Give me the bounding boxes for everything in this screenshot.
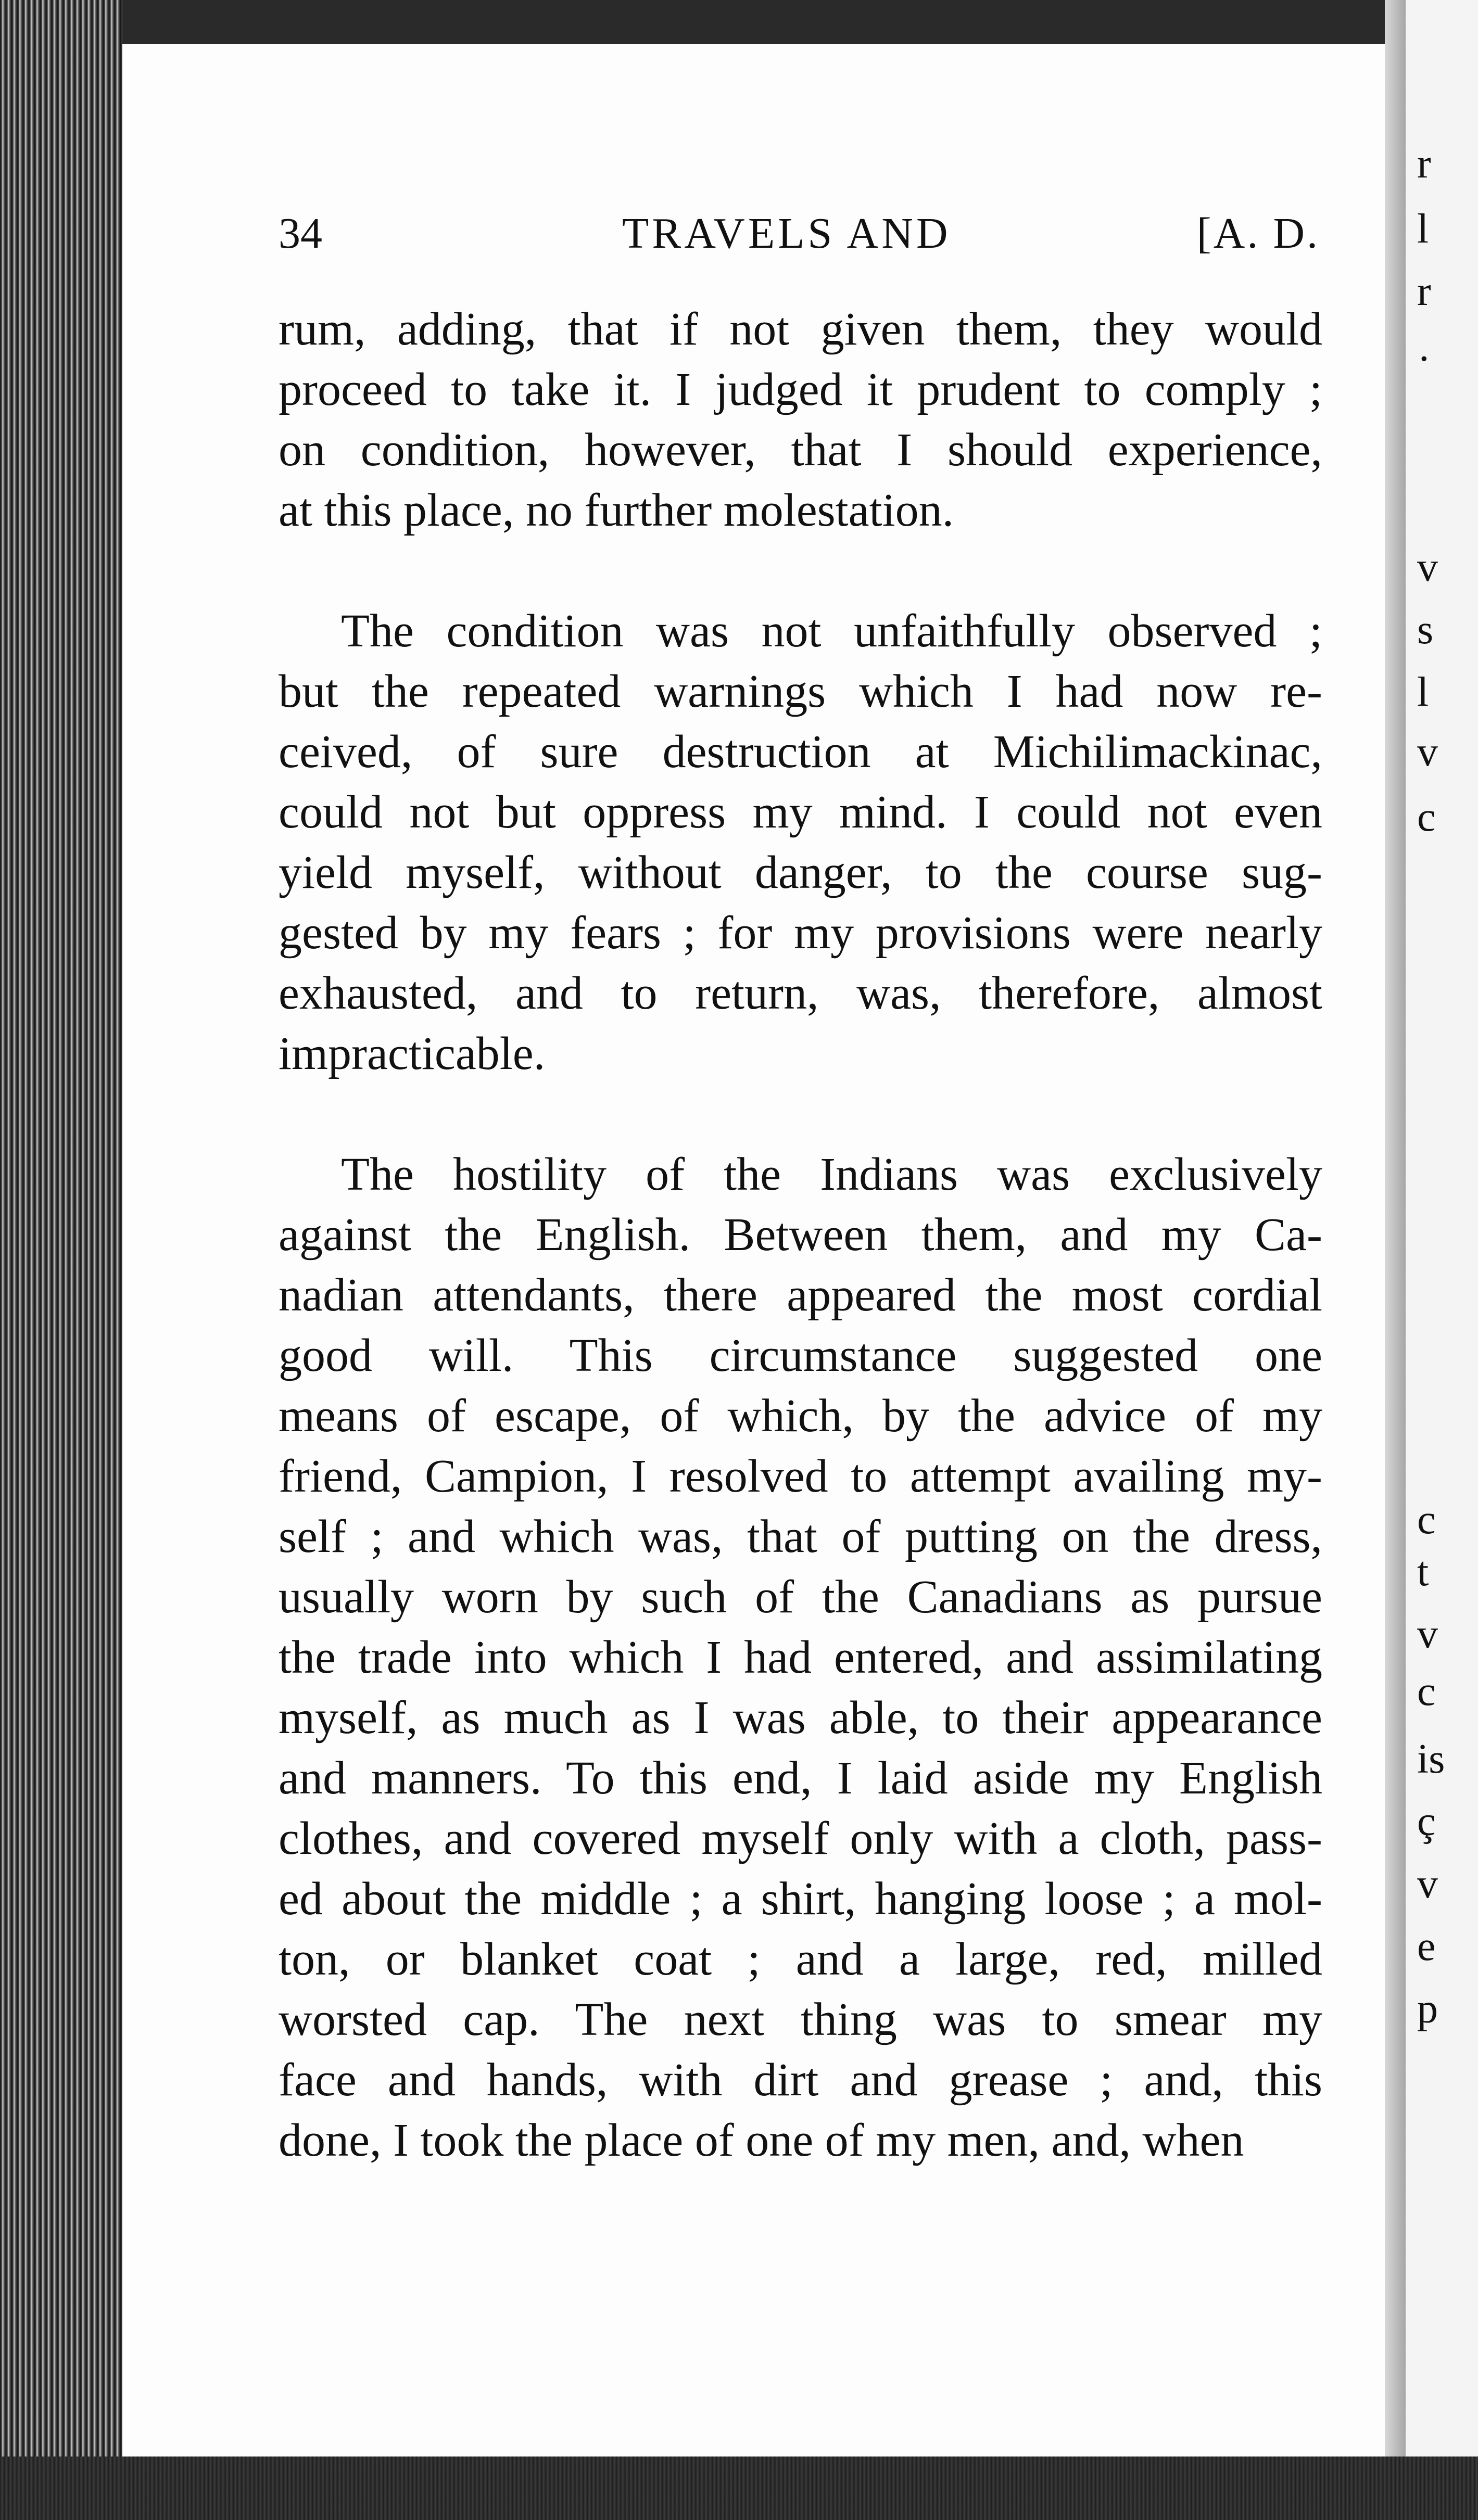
paragraph — [279, 1144, 1322, 2171]
running-title: TRAVELS AND — [622, 209, 951, 258]
text-line: clothes, and covered myself only with a cloth, pass- — [279, 1813, 1322, 1864]
paragraph — [279, 601, 1322, 1084]
adjacent-page-fragment: c — [1417, 1497, 1436, 1543]
adjacent-page-fragment: e — [1417, 1924, 1436, 1969]
text-line: ceived, of sure destruction at Michilimackinac, — [279, 726, 1322, 778]
text-line: and manners. To this end, I laid aside my English — [279, 1752, 1322, 1804]
text-line: exhausted, and to return, was, therefore, almost — [279, 968, 1322, 1019]
adjacent-page-fragment: v — [1417, 729, 1438, 775]
text-line: yield myself, without danger, to the course sug- — [279, 847, 1322, 898]
paragraph — [279, 299, 1322, 541]
text-line: done, I took the place of one of my men, and, when — [279, 2115, 1244, 2166]
running-date: [A. D. — [1196, 209, 1320, 258]
text-line: self ; and which was, that of putting on the dress, — [279, 1511, 1322, 1562]
adjacent-page-edge — [1406, 0, 1478, 2520]
text-line: the trade into which I had entered, and assimilating — [279, 1632, 1322, 1683]
text-line: could not but oppress my mind. I could not even — [279, 786, 1322, 838]
text-line: means of escape, of which, by the advice of my — [279, 1390, 1322, 1442]
text-line: proceed to take it. I judged it prudent to comply ; — [279, 364, 1322, 415]
text-line: on condition, however, that I should experience, — [279, 424, 1322, 476]
adjacent-page-fragment: r — [1417, 141, 1431, 187]
adjacent-page-fragment: c — [1417, 794, 1436, 840]
adjacent-page-fragment: v — [1417, 544, 1438, 590]
text-line: The hostility of the Indians was exclusively — [341, 1149, 1322, 1200]
adjacent-page-fragment: v — [1417, 1611, 1438, 1657]
text-line: against the English. Between them, and my Ca- — [279, 1209, 1322, 1261]
text-line: at this place, no further molestation. — [279, 485, 954, 536]
text-line: ton, or blanket coat ; and a large, red, milled — [279, 1933, 1322, 1985]
text-line: friend, Campion, I resolved to attempt availing my- — [279, 1450, 1322, 1502]
running-header — [279, 208, 1320, 265]
text-line: The condition was not unfaithfully observed ; — [341, 605, 1322, 657]
text-line: ed about the middle ; a shirt, hanging loose ; a mol- — [279, 1873, 1322, 1925]
adjacent-page-fragment: p — [1417, 1986, 1438, 2032]
body-text — [279, 299, 1322, 2171]
text-line: gested by my fears ; for my provisions were nearly — [279, 907, 1322, 959]
left-scan-margin — [0, 0, 122, 2520]
adjacent-page-fragment: l — [1417, 206, 1429, 252]
text-line: good will. This circumstance suggested one — [279, 1330, 1322, 1381]
text-line: face and hands, with dirt and grease ; and, this — [279, 2054, 1322, 2106]
adjacent-page-fragment: s — [1417, 607, 1434, 653]
text-line: myself, as much as I was able, to their appearance — [279, 1692, 1322, 1743]
text-line: impracticable. — [279, 1028, 546, 1079]
bottom-scan-margin — [0, 2457, 1478, 2520]
text-line: but the repeated warnings which I had now re- — [279, 666, 1322, 717]
page-number: 34 — [279, 209, 322, 258]
text-line: nadian attendants, there appeared the most cordial — [279, 1269, 1322, 1321]
adjacent-page-fragment: r — [1417, 269, 1431, 314]
text-line: rum, adding, that if not given them, they would — [279, 303, 1322, 355]
text-line: usually worn by such of the Canadians as pursue — [279, 1571, 1322, 1623]
text-line: worsted cap. The next thing was to smear my — [279, 1994, 1322, 2045]
adjacent-page-fragment: t — [1417, 1549, 1429, 1595]
adjacent-page-fragment: v — [1417, 1861, 1438, 1907]
adjacent-page-fragment: is — [1417, 1736, 1445, 1782]
adjacent-page-fragment: l — [1417, 669, 1429, 715]
adjacent-page-fragment: ç — [1417, 1799, 1436, 1844]
adjacent-page-fragment: c — [1417, 1669, 1436, 1714]
adjacent-page-fragment: · — [1417, 336, 1431, 382]
